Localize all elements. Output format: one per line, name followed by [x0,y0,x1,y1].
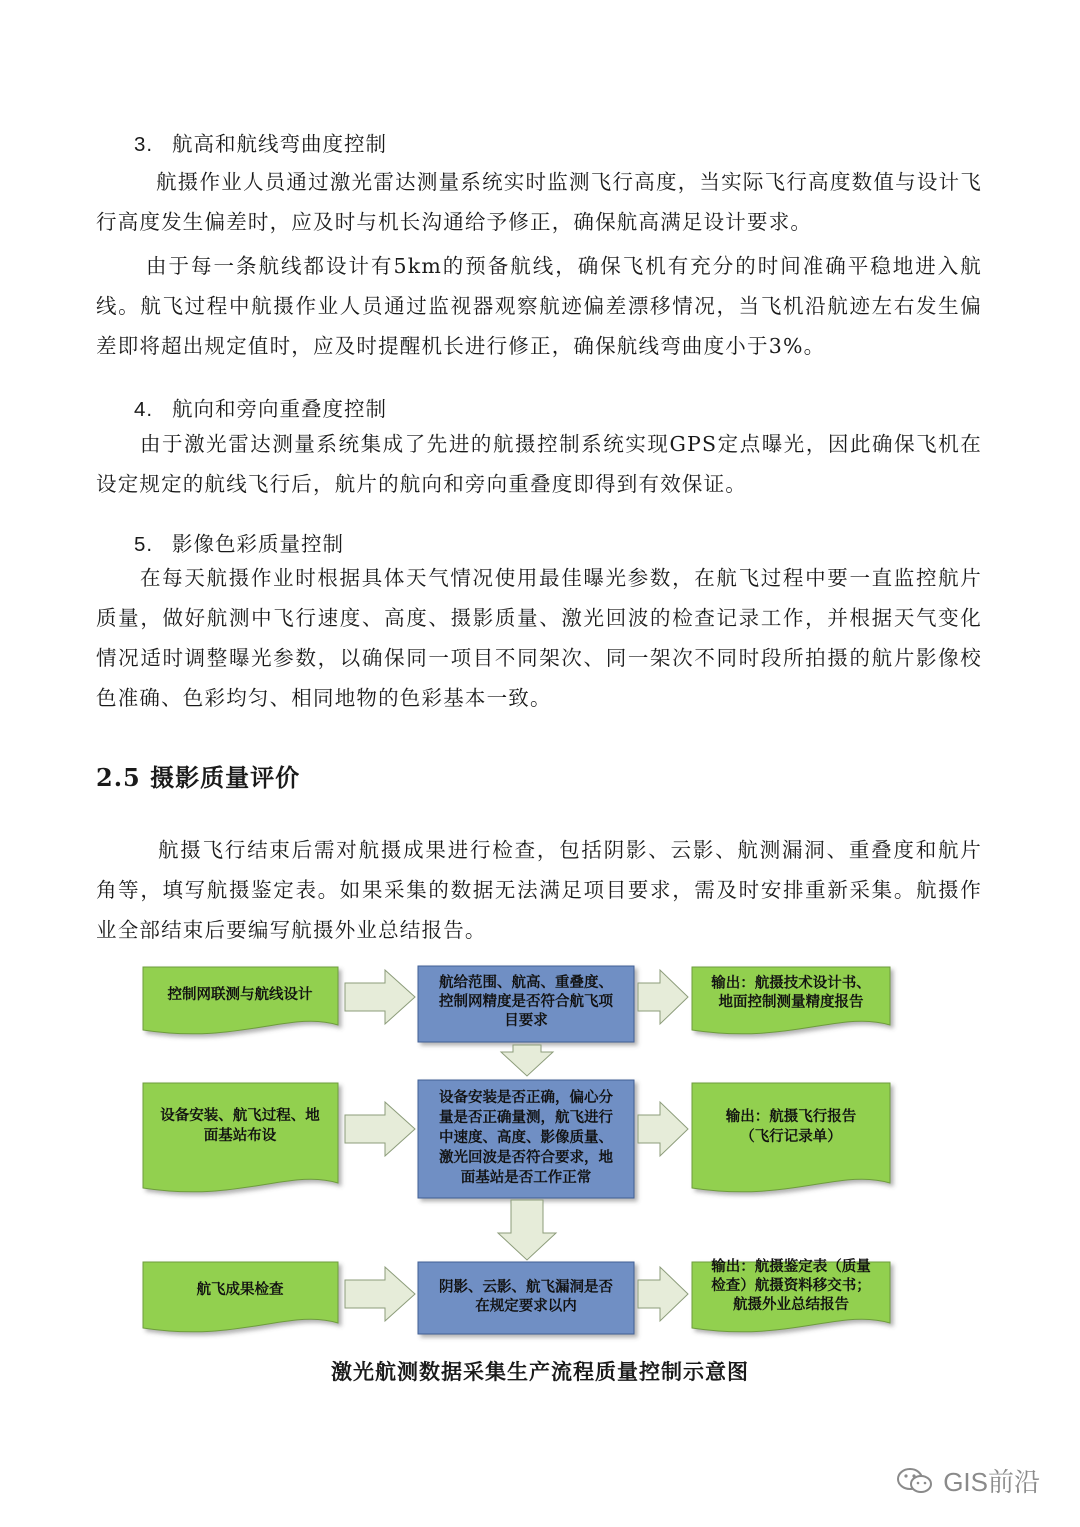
row1-left-arrow [345,970,415,1024]
row2-mid-text-line: 中速度、高度、影像质量、 [439,1130,613,1146]
row1-right-text-line: 地面控制测量精度报告 [718,994,864,1011]
row2-left-text-line: 面基站布设 [203,1128,277,1144]
row2-mid-text-line: 激光回波是否符合要求，地 [439,1150,613,1166]
section-5-number: 5. [134,533,154,556]
row1-right-arrow [638,970,688,1024]
row3-left-text-line: 航飞成果检查 [196,1282,284,1298]
down-arrow-2 [498,1200,556,1260]
row3-left-arrow [345,1267,415,1321]
row3-right-text-line: 输出：航摄鉴定表（质量 [711,1259,871,1275]
section-2-5-title: 2.5 摄影质量评价 [96,763,301,792]
row2-right-text-line: （飞行记录单） [740,1129,842,1145]
row2-mid-text-line: 面基站是否工作正常 [460,1170,592,1186]
row3-mid-text-line: 阴影、云影、航飞漏洞是否 [439,1279,613,1296]
figure-caption: 激光航测数据采集生产流程质量控制示意图 [331,1359,749,1384]
row2-right-arrow [638,1102,688,1156]
section-4-number: 4. [134,398,154,421]
section-5-paragraph-1: 在每天航摄作业时根据具体天气情况使用最佳曝光参数，在航飞过程中要一直监控航片质量，做好航测中飞行速度、高度、摄影质量、激光回波的检查记录工作，并根据天气变化情况适时调整曝光参数，以确保同一项目不同架次、同一架次不同时段所拍摄的航片影像校色准确、色彩均匀、相同地物的色彩基本一致。 [96,566,982,710]
row2-right-text-line: 输出：航摄飞行报告 [725,1109,857,1125]
row2-mid-text-line: 量是否正确量测，航飞进行 [439,1110,613,1126]
row2-left-arrow [345,1102,415,1156]
row1-mid-text-line: 目要求 [504,1013,548,1029]
down-arrow-1 [501,1045,553,1076]
row3-right-arrow [638,1267,688,1321]
section-3-number: 3. [134,133,154,156]
section-4-title: 航向和旁向重叠度控制 [172,397,387,421]
row1-mid-text-line: 控制网精度是否符合航飞项 [439,994,613,1010]
section-5-title: 影像色彩质量控制 [172,532,344,556]
row3-right-text-line: 检查）航摄资料移交书； [711,1278,871,1294]
watermark-text: GIS前沿 [943,1467,1040,1497]
section-3-title: 航高和航线弯曲度控制 [172,132,387,156]
section-2-5-paragraph: 航摄飞行结束后需对航摄成果进行检查，包括阴影、云影、航测漏洞、重叠度和航片角等，填写航摄鉴定表。如果采集的数据无法满足项目要求，需及时安排重新采集。航摄作业全部结束后要编写航摄外业总结报告。 [96,838,982,942]
row3-right-text-line: 航摄外业总结报告 [733,1297,849,1313]
row1-left-text-line: 控制网联测与航线设计 [167,987,313,1003]
row3-mid-text-line: 在规定要求以内 [475,1298,577,1315]
row2-left-text-line: 设备安装、航飞过程、地 [160,1108,320,1124]
row2-mid-text-line: 设备安装是否正确，偏心分 [439,1090,613,1106]
wechat-icon [895,1466,935,1496]
row1-right-text-line: 输出：航摄技术设计书、 [711,975,871,992]
row1-mid-text-line: 航给范围、航高、重叠度、 [439,975,613,991]
section-3-paragraph-1: 航摄作业人员通过激光雷达测量系统实时监测飞行高度，当实际飞行高度数值与设计飞行高度发生偏差时，应及时与机长沟通给予修正，确保航高满足设计要求。 [96,170,982,234]
watermark [895,1462,1040,1499]
section-4-paragraph-1: 由于激光雷达测量系统集成了先进的航摄控制系统实现GPS定点曝光，因此确保飞机在设定规定的航线飞行后，航片的航向和旁向重叠度即得到有效保证。 [96,432,982,496]
section-3-paragraph-2: 由于每一条航线都设计有5km的预备航线，确保飞机有充分的时间准确平稳地进入航线。航飞过程中航摄作业人员通过监视器观察航迹偏差漂移情况，当飞机沿航迹左右发生偏差即将超出规定值时，应及时提醒机长进行修正，确保航线弯曲度小于3%。 [96,254,982,358]
